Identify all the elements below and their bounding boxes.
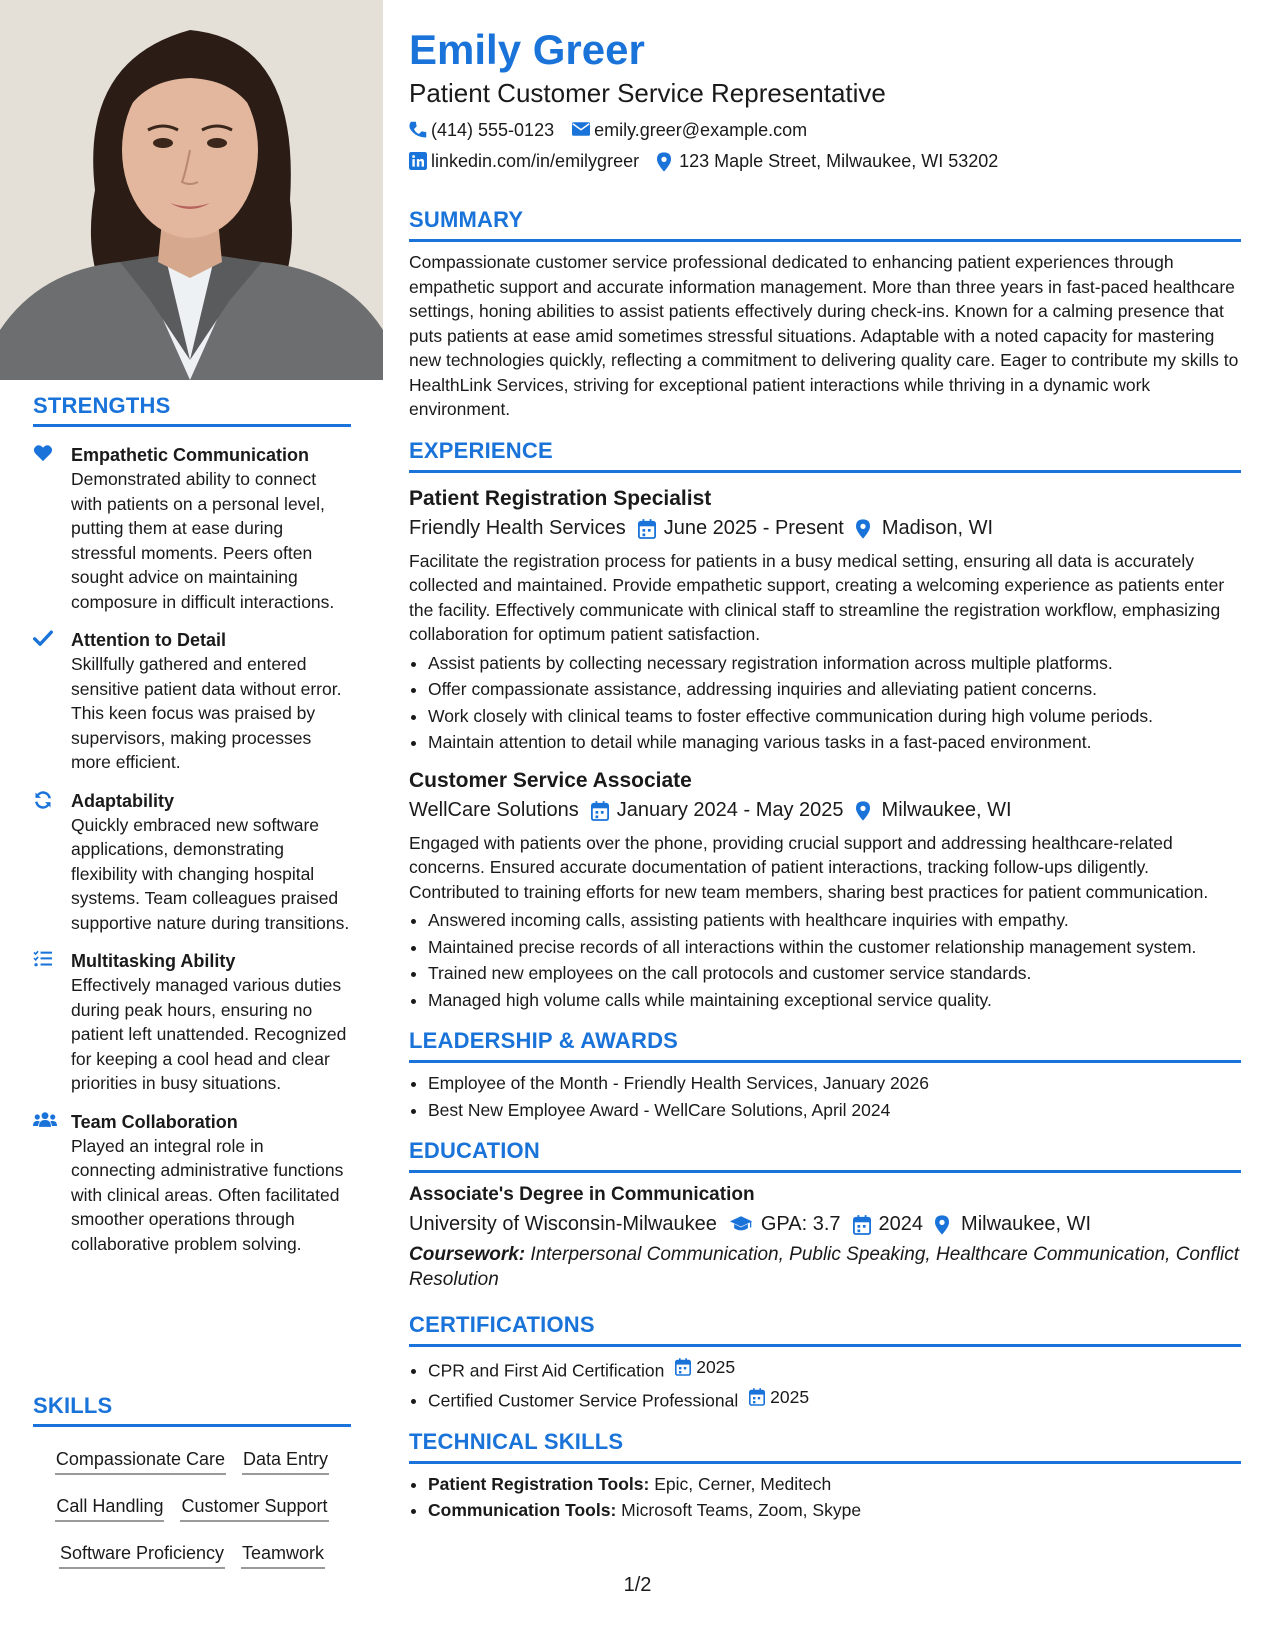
technical-skills-heading: TECHNICAL SKILLS — [409, 1429, 1241, 1464]
strength-desc: Skillfully gathered and entered sensitive patient data without error. This keen focus was praised by supervisors, making processes more efficient. — [71, 654, 342, 772]
technical-skills-section — [409, 1429, 1241, 1523]
job-company: WellCare Solutions — [409, 798, 579, 821]
list-item — [428, 1498, 1241, 1523]
coursework — [409, 1243, 1241, 1292]
map-pin-icon — [657, 152, 675, 170]
experience-section — [409, 438, 1241, 1013]
list-item: • Answered incoming calls, assisting patients with healthcare inquiries with empathy. — [428, 908, 1241, 933]
phone-icon — [409, 121, 427, 139]
list-item: • Maintained precise records of all interactions within the customer relationship management system. — [428, 935, 1241, 960]
page-number: 1/2 — [623, 1574, 652, 1596]
map-pin-icon — [856, 801, 874, 819]
school-name: University of Wisconsin-Milwaukee — [409, 1213, 717, 1235]
job-bullets — [409, 908, 1241, 1012]
education-section — [409, 1138, 1241, 1292]
job-entry — [409, 767, 1241, 1013]
right-column — [409, 0, 1241, 1525]
profile-photo-illustration — [0, 0, 383, 380]
list-item: • Employee of the Month - Friendly Health Services, January 2026 — [428, 1071, 1241, 1096]
strengths-section — [33, 393, 351, 1256]
job-bullets — [409, 651, 1241, 755]
calendar-icon — [638, 519, 656, 537]
certification-name: CPR and First Aid Certification — [428, 1360, 665, 1381]
graduation-year: 2024 — [878, 1213, 924, 1235]
job-company: Friendly Health Services — [409, 516, 626, 539]
education-location: Milwaukee, WI — [961, 1213, 1092, 1235]
list-item: • Managed high volume calls while maintaining exceptional service quality. — [428, 988, 1241, 1013]
strength-desc: Demonstrated ability to connect with patients on a personal level, putting them at ease during stressful moments. Peers often sought advice on maintaining composure in difficult interactions. — [71, 469, 335, 612]
education-meta — [409, 1209, 1241, 1239]
strength-title: Multitasking Ability — [71, 951, 236, 971]
strengths-heading: STRENGTHS — [33, 393, 351, 427]
coursework-label: Coursework: — [409, 1244, 526, 1265]
list-item: • Trained new employees on the call protocols and customer service standards. — [428, 961, 1241, 986]
left-column — [0, 0, 383, 1650]
strength-desc: Quickly embraced new software applications, demonstrating flexibility with changing hospital systems. Team colleagues praised supportive nature during transitions. — [71, 814, 350, 933]
calendar-icon — [749, 1388, 767, 1406]
summary-text: Compassionate customer service professional dedicated to enhancing patient experiences through empathetic support and accurate information management. More than three years in fast-paced healthcare settings, honing abilities to assist patients effectively during check-ins. Known for a calming presence that puts patients at ease amid sometimes stressful situations. Adaptable with a noted capacity for mastering new technologies quickly, reflecting a commitment to delivering quality care. Eager to contribute my skills to HealthLink Services, striving for exceptional patient interactions while thriving in a dynamic work environment. — [409, 252, 1239, 419]
strength-title: Attention to Detail — [71, 630, 226, 650]
leadership-section — [409, 1028, 1241, 1122]
summary-heading: SUMMARY — [409, 207, 1241, 242]
calendar-icon — [853, 1215, 871, 1233]
list-item: • Maintain attention to detail while managing various tasks in a fast-paced environment. — [428, 730, 1241, 755]
strength-item — [33, 1110, 351, 1257]
tech-value: Epic, Cerner, Meditech — [654, 1473, 832, 1494]
linkedin-icon — [409, 152, 427, 170]
tech-label: Patient Registration Tools: — [428, 1473, 650, 1494]
job-meta — [409, 795, 1241, 825]
leadership-heading: LEADERSHIP & AWARDS — [409, 1028, 1241, 1063]
map-pin-icon — [935, 1215, 953, 1233]
strength-desc: Effectively managed various duties during peak hours, ensuring no patient left unattended. Recognized for keeping a cool head and clear priorities in busy situations. — [71, 975, 347, 1093]
address-contact — [657, 149, 998, 173]
email-contact[interactable] — [572, 118, 807, 142]
job-location: Milwaukee, WI — [881, 798, 1012, 821]
tech-value: Microsoft Teams, Zoom, Skype — [621, 1500, 862, 1520]
list-item: • Work closely with clinical teams to foster effective communication during high volume periods. — [428, 704, 1241, 729]
skill-tag: Compassionate Care — [55, 1443, 226, 1475]
skill-tag: Teamwork — [241, 1537, 325, 1569]
envelope-icon — [572, 121, 590, 139]
skills-list — [33, 1437, 351, 1578]
list-item — [428, 1385, 1241, 1413]
linkedin-text: linkedin.com/in/emilygreer — [431, 151, 640, 171]
linkedin-contact[interactable] — [409, 149, 639, 173]
candidate-name: Emily Greer — [409, 26, 645, 73]
strength-item — [33, 443, 351, 614]
leadership-list — [409, 1071, 1241, 1122]
profile-photo — [0, 0, 383, 380]
strength-item — [33, 789, 351, 936]
strength-item — [33, 949, 351, 1096]
email-text: emily.greer@example.com — [594, 120, 808, 140]
contact-row — [409, 118, 1241, 142]
sync-icon — [33, 790, 55, 810]
job-title-headline: Patient Customer Service Representative — [409, 78, 886, 108]
contact-row — [409, 149, 1241, 173]
job-description: Engaged with patients over the phone, providing crucial support and addressing healthcare-related concerns. Ensured accurate documentation of patient interactions, tracking follow-ups diligently. Contributed to training efforts for new team members, sharing best practices for patient communication. — [409, 832, 1209, 902]
skill-tag: Call Handling — [55, 1490, 164, 1522]
skills-section — [33, 1393, 351, 1578]
check-icon — [33, 629, 55, 649]
skills-heading: SKILLS — [33, 1393, 351, 1427]
job-dates: January 2024 - May 2025 — [616, 798, 844, 821]
certification-year: 2025 — [770, 1386, 810, 1407]
strength-title: Team Collaboration — [71, 1111, 238, 1132]
address-text: 123 Maple Street, Milwaukee, WI 53202 — [679, 151, 999, 171]
education-heading: EDUCATION — [409, 1138, 1241, 1173]
phone-text: (414) 555-0123 — [431, 120, 555, 140]
list-item — [428, 1355, 1241, 1383]
strength-desc: Played an integral role in connecting administrative functions with clinical areas. Often facilitated smoother operations through collaborative problem solving. — [71, 1135, 344, 1254]
gpa-text: GPA: 3.7 — [760, 1213, 841, 1235]
tech-label: Communication Tools: — [428, 1500, 617, 1520]
strength-title: Adaptability — [71, 790, 175, 811]
certifications-list — [409, 1355, 1241, 1413]
job-entry — [409, 485, 1241, 755]
experience-heading: EXPERIENCE — [409, 438, 1241, 473]
job-location: Madison, WI — [881, 516, 994, 539]
job-position: Patient Registration Specialist — [409, 486, 712, 510]
map-pin-icon — [856, 519, 874, 537]
job-dates: June 2025 - Present — [663, 516, 844, 539]
skill-tag: Software Proficiency — [59, 1537, 225, 1569]
job-description: Facilitate the registration process for patients in a busy medical setting, ensuring all data is accurately collected and maintained. Provide empathetic support, creating a welcoming experience as patients enter the facility. Effectively communicate with clinical staff to streamline the registration workflow, emphasizing collaboration for optimum patient satisfaction. — [409, 550, 1225, 644]
calendar-icon — [591, 801, 609, 819]
list-item: • Assist patients by collecting necessary registration information across multiple platforms. — [428, 651, 1241, 676]
calendar-icon — [675, 1358, 693, 1376]
strength-title: Empathetic Communication — [71, 445, 310, 465]
degree-title: Associate's Degree in Communication — [409, 1184, 755, 1205]
phone-contact — [409, 118, 554, 142]
job-position: Customer Service Associate — [409, 768, 692, 792]
heart-icon — [33, 444, 55, 464]
list-item — [428, 1472, 1241, 1497]
technical-skills-list — [409, 1472, 1241, 1523]
skill-tag: Customer Support — [180, 1490, 328, 1522]
skill-tag: Data Entry — [242, 1443, 329, 1475]
list-check-icon — [33, 950, 55, 970]
graduation-cap-icon — [729, 1215, 753, 1233]
strength-item — [33, 628, 351, 775]
certification-name: Certified Customer Service Professional — [428, 1390, 739, 1410]
list-item: • Offer compassionate assistance, addressing inquiries and alleviating patient concerns. — [428, 677, 1241, 702]
certifications-section — [409, 1312, 1241, 1413]
coursework-text: Interpersonal Communication, Public Speaking, Healthcare Communication, Conflict Resolution — [409, 1244, 1240, 1290]
certification-year: 2025 — [696, 1357, 736, 1377]
list-item: • Best New Employee Award - WellCare Solutions, April 2024 — [428, 1098, 1241, 1123]
users-icon — [33, 1111, 55, 1131]
job-meta — [409, 513, 1241, 543]
certifications-heading: CERTIFICATIONS — [409, 1312, 1241, 1347]
summary-section — [409, 207, 1241, 422]
